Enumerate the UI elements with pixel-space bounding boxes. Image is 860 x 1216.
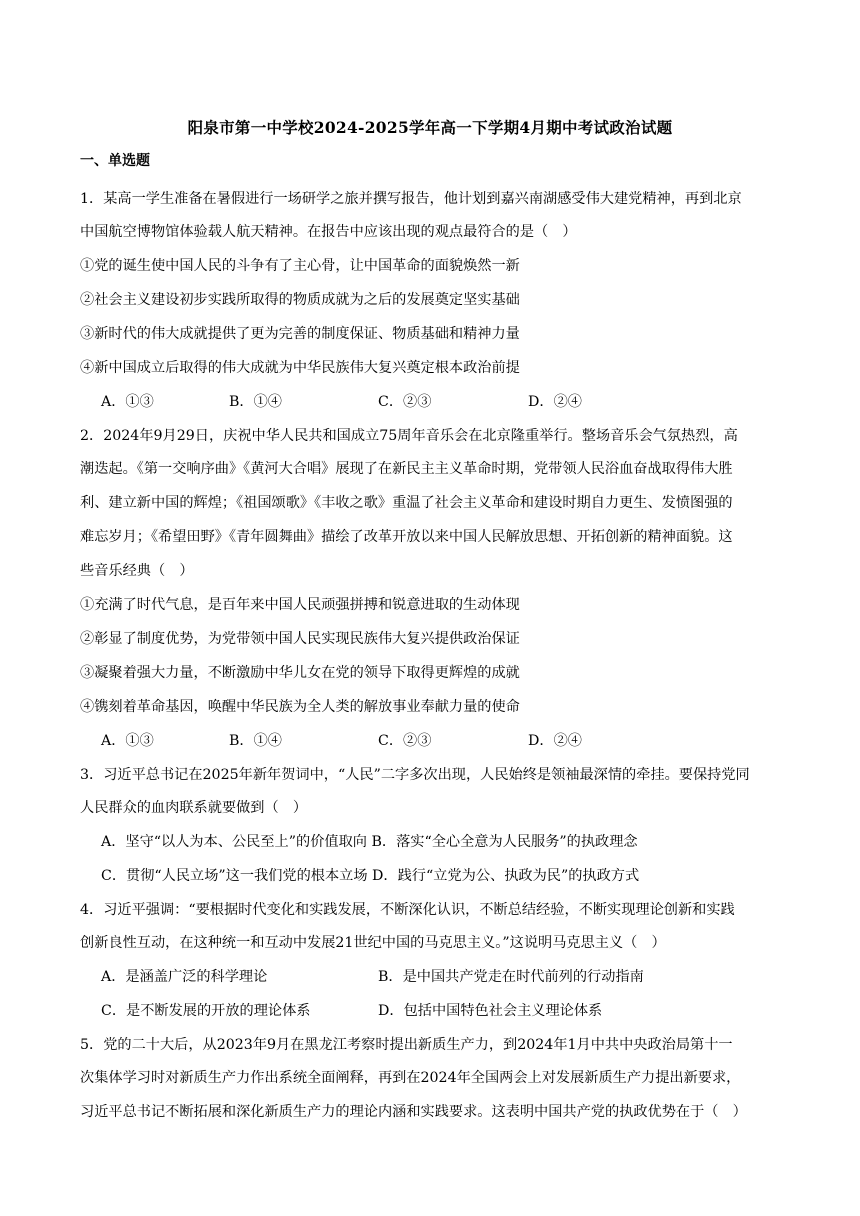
q1-stem-line-1: 1．某高一学生准备在暑假进行一场研学之旅并撰写报告，他计划到嘉兴南湖感受伟大建党精神，再到北京 [80, 191, 742, 207]
q1-option-b[interactable]: B．①④ [229, 394, 282, 410]
q1-item-2: ②社会主义建设初步实践所取得的物质成就为之后的发展奠定坚实基础 [80, 292, 520, 308]
q1-item-3: ③新时代的伟大成就提供了更为完善的制度保证、物质基础和精神力量 [80, 326, 520, 342]
q1-option-a[interactable]: A．①③ [101, 394, 154, 410]
q2-option-d[interactable]: D．②④ [528, 733, 582, 749]
q2-option-a[interactable]: A．①③ [101, 733, 154, 749]
q4-option-d[interactable]: D．包括中国特色社会主义理论体系 [378, 1003, 603, 1019]
q2-stem-line-1: 2．2024年9月29日，庆祝中华人民共和国成立75周年音乐会在北京隆重举行。整场音乐会气氛热烈，高 [80, 428, 738, 444]
q5-stem-line-1: 5．党的二十大后，从2023年9月在黑龙江考察时提出新质生产力，到2024年1月中共中央政治局第十一 [80, 1037, 733, 1053]
q1-stem-line-2: 中国航空博物馆体验载人航天精神。在报告中应该出现的观点最符合的是（ ） [80, 224, 577, 240]
q2-stem-line-3: 利、建立新中国的辉煌；《祖国颂歌》《丰收之歌》重温了社会主义革命和建设时期自力更生、发愤图强的 [80, 495, 733, 511]
q3-option-cd[interactable]: C．贯彻“人民立场”这一我们党的根本立场 D．践行“立党为公、执政为民”的执政方式 [101, 868, 640, 884]
q4-stem-line-2: 创新良性互动，在这种统一和互动中发展21世纪中国的马克思主义。”这说明马克思主义（ ） [80, 935, 666, 951]
q3-stem-line-2: 人民群众的血肉联系就要做到（ ） [80, 800, 308, 816]
page-title: 阳泉市第一中学校2024-2025学年高一下学期4月期中考试政治试题 [187, 118, 673, 137]
q4-option-b[interactable]: B．是中国共产党走在时代前列的行动指南 [378, 969, 644, 985]
q1-item-4: ④新中国成立后取得的伟大成就为中华民族伟大复兴奠定根本政治前提 [80, 360, 520, 376]
q1-item-1: ①党的诞生使中国人民的斗争有了主心骨，让中国革命的面貌焕然一新 [80, 258, 520, 274]
q4-option-a[interactable]: A．是涵盖广泛的科学理论 [101, 969, 268, 985]
q2-stem-line-4: 难忘岁月；《希望田野》《青年圆舞曲》描绘了改革开放以来中国人民解放思想、开拓创新的精神面貌。这 [80, 529, 733, 545]
q5-stem-line-3: 习近平总书记不断拓展和深化新质生产力的理论内涵和实践要求。这表明中国共产党的执政优势在于（ ） [80, 1104, 747, 1120]
section-heading: 一、单选题 [80, 153, 150, 169]
q5-stem-line-2: 次集体学习时对新质生产力作出系统全面阐释，再到在2024年全国两会上对发展新质生产力提出新要求， [80, 1070, 741, 1086]
q2-stem-line-2: 潮迭起。《第一交响序曲》《黄河大合唱》展现了在新民主主义革命时期，党带领人民浴血奋战取得伟大胜 [80, 461, 733, 477]
q2-stem-line-5: 些音乐经典（ ） [80, 563, 194, 579]
q2-item-1: ①充满了时代气息，是百年来中国人民顽强拼搏和锐意进取的生动体现 [80, 597, 520, 613]
q1-option-d[interactable]: D．②④ [528, 394, 582, 410]
q2-item-2: ②彰显了制度优势，为党带领中国人民实现民族伟大复兴提供政治保证 [80, 631, 520, 647]
q1-option-c[interactable]: C．②③ [378, 394, 432, 410]
q2-item-4: ④镌刻着革命基因，唤醒中华民族为全人类的解放事业奉献力量的使命 [80, 699, 520, 715]
q2-item-3: ③凝聚着强大力量，不断激励中华儿女在党的领导下取得更辉煌的成就 [80, 665, 520, 681]
q4-stem-line-1: 4．习近平强调：“要根据时代变化和实践发展，不断深化认识，不断总结经验，不断实现理论创新和实践 [80, 902, 735, 918]
q4-option-c[interactable]: C．是不断发展的开放的理论体系 [101, 1003, 311, 1019]
q2-option-b[interactable]: B．①④ [229, 733, 282, 749]
q3-stem-line-1: 3．习近平总书记在2025年新年贺词中，“人民”二字多次出现，人民始终是领袖最深情的牵挂。要保持党同 [80, 767, 750, 783]
q2-option-c[interactable]: C．②③ [378, 733, 432, 749]
q3-option-ab[interactable]: A．坚守“以人为本、公民至上”的价值取向 B．落实“全心全意为人民服务”的执政理念 [101, 834, 638, 850]
